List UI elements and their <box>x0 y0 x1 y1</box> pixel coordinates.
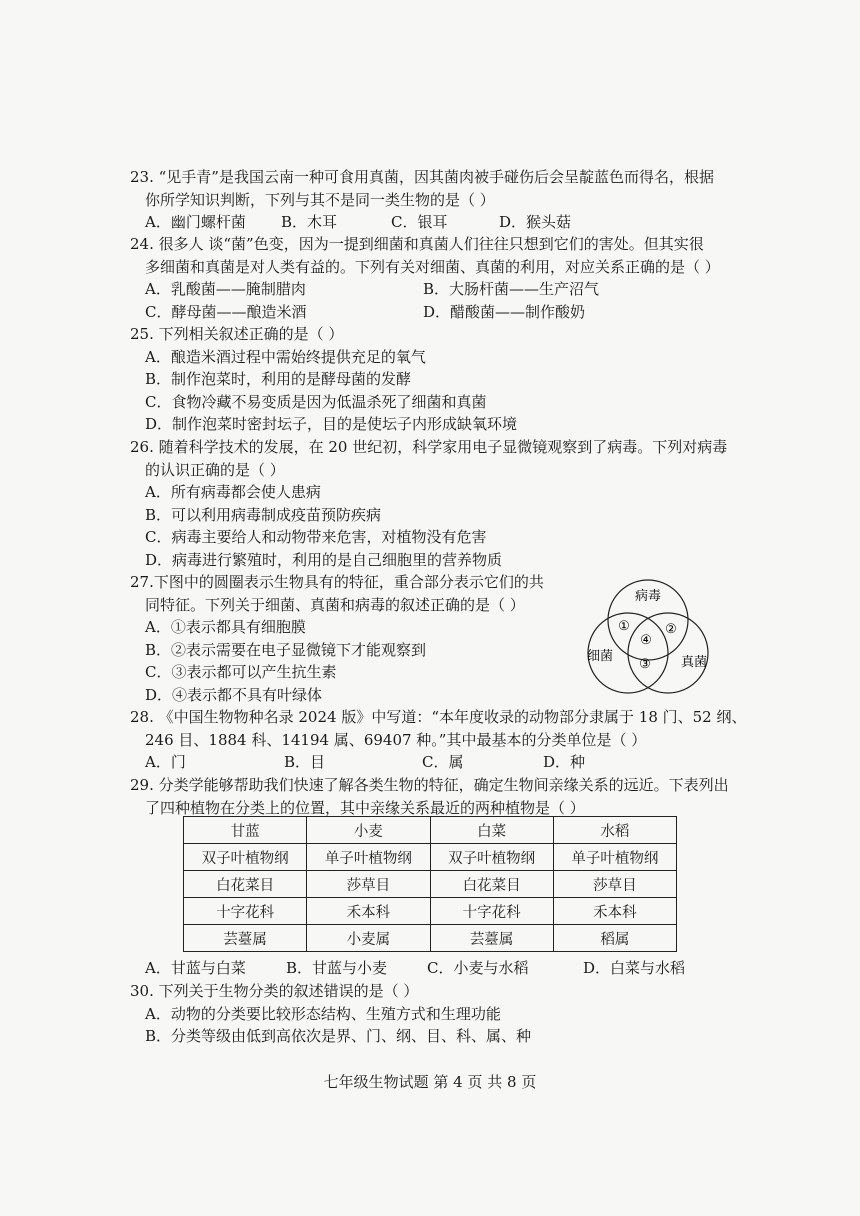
option-b: B．目 <box>284 753 326 771</box>
question-24 <box>130 233 740 323</box>
question-stem: 24. 很多人 谈“菌”色变，因为一提到细菌和真菌人们往往只想到它们的害处。但其实很 <box>130 235 704 253</box>
table-cell: 稻属 <box>553 925 676 952</box>
table-cell: 双子叶植物纲 <box>184 844 307 871</box>
options-row <box>130 301 740 324</box>
option-d: D．种 <box>543 753 586 771</box>
table-cell: 水稻 <box>553 817 676 844</box>
venn-diagram <box>578 578 738 698</box>
options-row <box>130 751 740 774</box>
option-a: A．动物的分类要比较形态结构、生殖方式和生理功能 <box>145 1004 501 1023</box>
option-b: B．大肠杆菌——生产沼气 <box>423 280 600 298</box>
table-cell: 小麦 <box>307 817 430 844</box>
table-cell: 甘蓝 <box>184 817 307 844</box>
table-row <box>184 871 677 898</box>
option-c: C．小麦与水稻 <box>427 959 529 977</box>
bacteria-label: 细菌 <box>586 649 614 664</box>
option-d: D．醋酸菌——制作酸奶 <box>423 302 586 321</box>
question-27 <box>130 571 580 706</box>
option-b: B．木耳 <box>281 213 338 231</box>
question-stem: 25. 下列相关叙述正确的是（ ） <box>130 325 344 343</box>
table-cell: 白花菜目 <box>430 871 553 898</box>
fungi-label: 真菌 <box>680 655 708 670</box>
question-30 <box>130 980 740 1048</box>
options-row <box>130 957 740 980</box>
question-stem-cont: 246 目、1884 科、14194 属、69407 种。”其中最基本的分类单位是（ ） <box>145 730 647 749</box>
question-stem-cont: 的认识正确的是（ ） <box>145 460 285 479</box>
table-cell: 禾本科 <box>307 898 430 925</box>
question-stem: 30. 下列关于生物分类的叙述错误的是（ ） <box>130 982 419 1000</box>
question-stem-cont: 了四种植物在分类上的位置，其中亲缘关系最近的两种植物是（ ） <box>145 798 585 817</box>
question-stem: 29. 分类学能够帮助我们快速了解各类生物的特征，确定生物间亲缘关系的远近。下表列出 <box>130 776 729 794</box>
table-cell: 单子叶植物纲 <box>553 844 676 871</box>
question-stem: 23. “见手青”是我国云南一种可食用真菌，因其菌肉被手碰伤后会呈靛蓝色而得名，根据 <box>130 168 714 186</box>
option-b: B．②表示需要在电子显微镜下才能观察到 <box>145 640 427 659</box>
table-cell: 白菜 <box>430 817 553 844</box>
table-cell: 禾本科 <box>553 898 676 925</box>
option-a: A．乳酸菌——腌制腊肉 <box>145 280 306 298</box>
table-cell: 白花菜目 <box>184 871 307 898</box>
question-stem-cont: 多细菌和真菌是对人类有益的。下列有关对细菌、真菌的利用，对应关系正确的是（ ） <box>145 257 720 276</box>
table-row <box>184 898 677 925</box>
option-b: B．可以利用病毒制成疫苗预防疾病 <box>145 505 382 524</box>
option-c: C．银耳 <box>391 213 448 231</box>
region-1-label: ① <box>618 619 630 634</box>
table-row <box>184 925 677 952</box>
option-d: D．④表示都不具有叶绿体 <box>145 685 323 704</box>
option-a: A．酿造米酒过程中需始终提供充足的氧气 <box>145 347 426 366</box>
table-cell: 十字花科 <box>184 898 307 925</box>
table-cell: 芸薹属 <box>430 925 553 952</box>
option-a: A．所有病毒都会使人患病 <box>145 483 321 501</box>
question-stem-cont: 同特征。下列关于细菌、真菌和病毒的叙述正确的是（ ） <box>145 595 525 614</box>
table-cell: 芸薹属 <box>184 925 307 952</box>
table-row <box>184 817 677 844</box>
classification-table <box>183 816 677 952</box>
option-c: C．食物冷藏不易变质是因为低温杀死了细菌和真菌 <box>145 392 487 411</box>
question-28 <box>130 706 747 774</box>
virus-label: 病毒 <box>634 589 662 604</box>
option-a: A．门 <box>145 753 186 771</box>
option-d: D．白菜与水稻 <box>583 959 686 977</box>
option-c: C．属 <box>422 753 464 771</box>
option-b: B．甘蓝与小麦 <box>286 959 388 977</box>
option-b: B．制作泡菜时，利用的是酵母菌的发酵 <box>145 370 412 388</box>
table-cell: 莎草目 <box>553 871 676 898</box>
options-row <box>130 278 740 301</box>
option-d: D．猴头菇 <box>499 213 572 231</box>
region-2-label: ② <box>665 622 677 637</box>
option-a: A．幽门螺杆菌 <box>145 213 246 231</box>
table-cell: 莎草目 <box>307 871 430 898</box>
options-row <box>130 211 740 234</box>
option-a: A．甘蓝与白菜 <box>145 959 246 977</box>
option-b: B．分类等级由低到高依次是界、门、纲、目、科、属、种 <box>145 1027 532 1045</box>
table-cell: 单子叶植物纲 <box>307 844 430 871</box>
option-a: A．①表示都具有细胞膜 <box>145 618 306 636</box>
question-29 <box>130 774 740 819</box>
region-4-label: ④ <box>640 633 652 648</box>
question-stem: 26. 随着科学技术的发展，在 20 世纪初，科学家用电子显微镜观察到了病毒。下列对病毒 <box>130 438 728 456</box>
question-stem-cont: 你所学知识判断，下列与其不是同一类生物的是（ ） <box>145 190 495 209</box>
question-stem: 28. 《中国生物物种名录 2024 版》中写道：“本年度收录的动物部分隶属于 18 门、52 纲、 <box>130 708 747 726</box>
table-cell: 十字花科 <box>430 898 553 925</box>
question-23 <box>130 166 740 234</box>
option-c: C．酵母菌——酿造米酒 <box>145 302 307 321</box>
question-stem: 27.下图中的圆圈表示生物具有的特征，重合部分表示它们的共 <box>130 573 544 591</box>
question-26 <box>130 436 740 571</box>
option-d: D．病毒进行繁殖时，利用的是自己细胞里的营养物质 <box>145 550 503 569</box>
option-c: C．病毒主要给人和动物带来危害，对植物没有危害 <box>145 528 487 546</box>
question-25 <box>130 323 740 436</box>
table-cell: 双子叶植物纲 <box>430 844 553 871</box>
region-3-label: ③ <box>639 657 651 672</box>
page-footer: 七年级生物试题 第 4 页 共 8 页 <box>323 1073 537 1091</box>
option-c: C．③表示都可以产生抗生素 <box>145 663 337 681</box>
question-29-options <box>130 957 740 980</box>
table-cell: 小麦属 <box>307 925 430 952</box>
option-d: D．制作泡菜时密封坛子，目的是使坛子内形成缺氧环境 <box>145 415 518 433</box>
table-row <box>184 844 677 871</box>
